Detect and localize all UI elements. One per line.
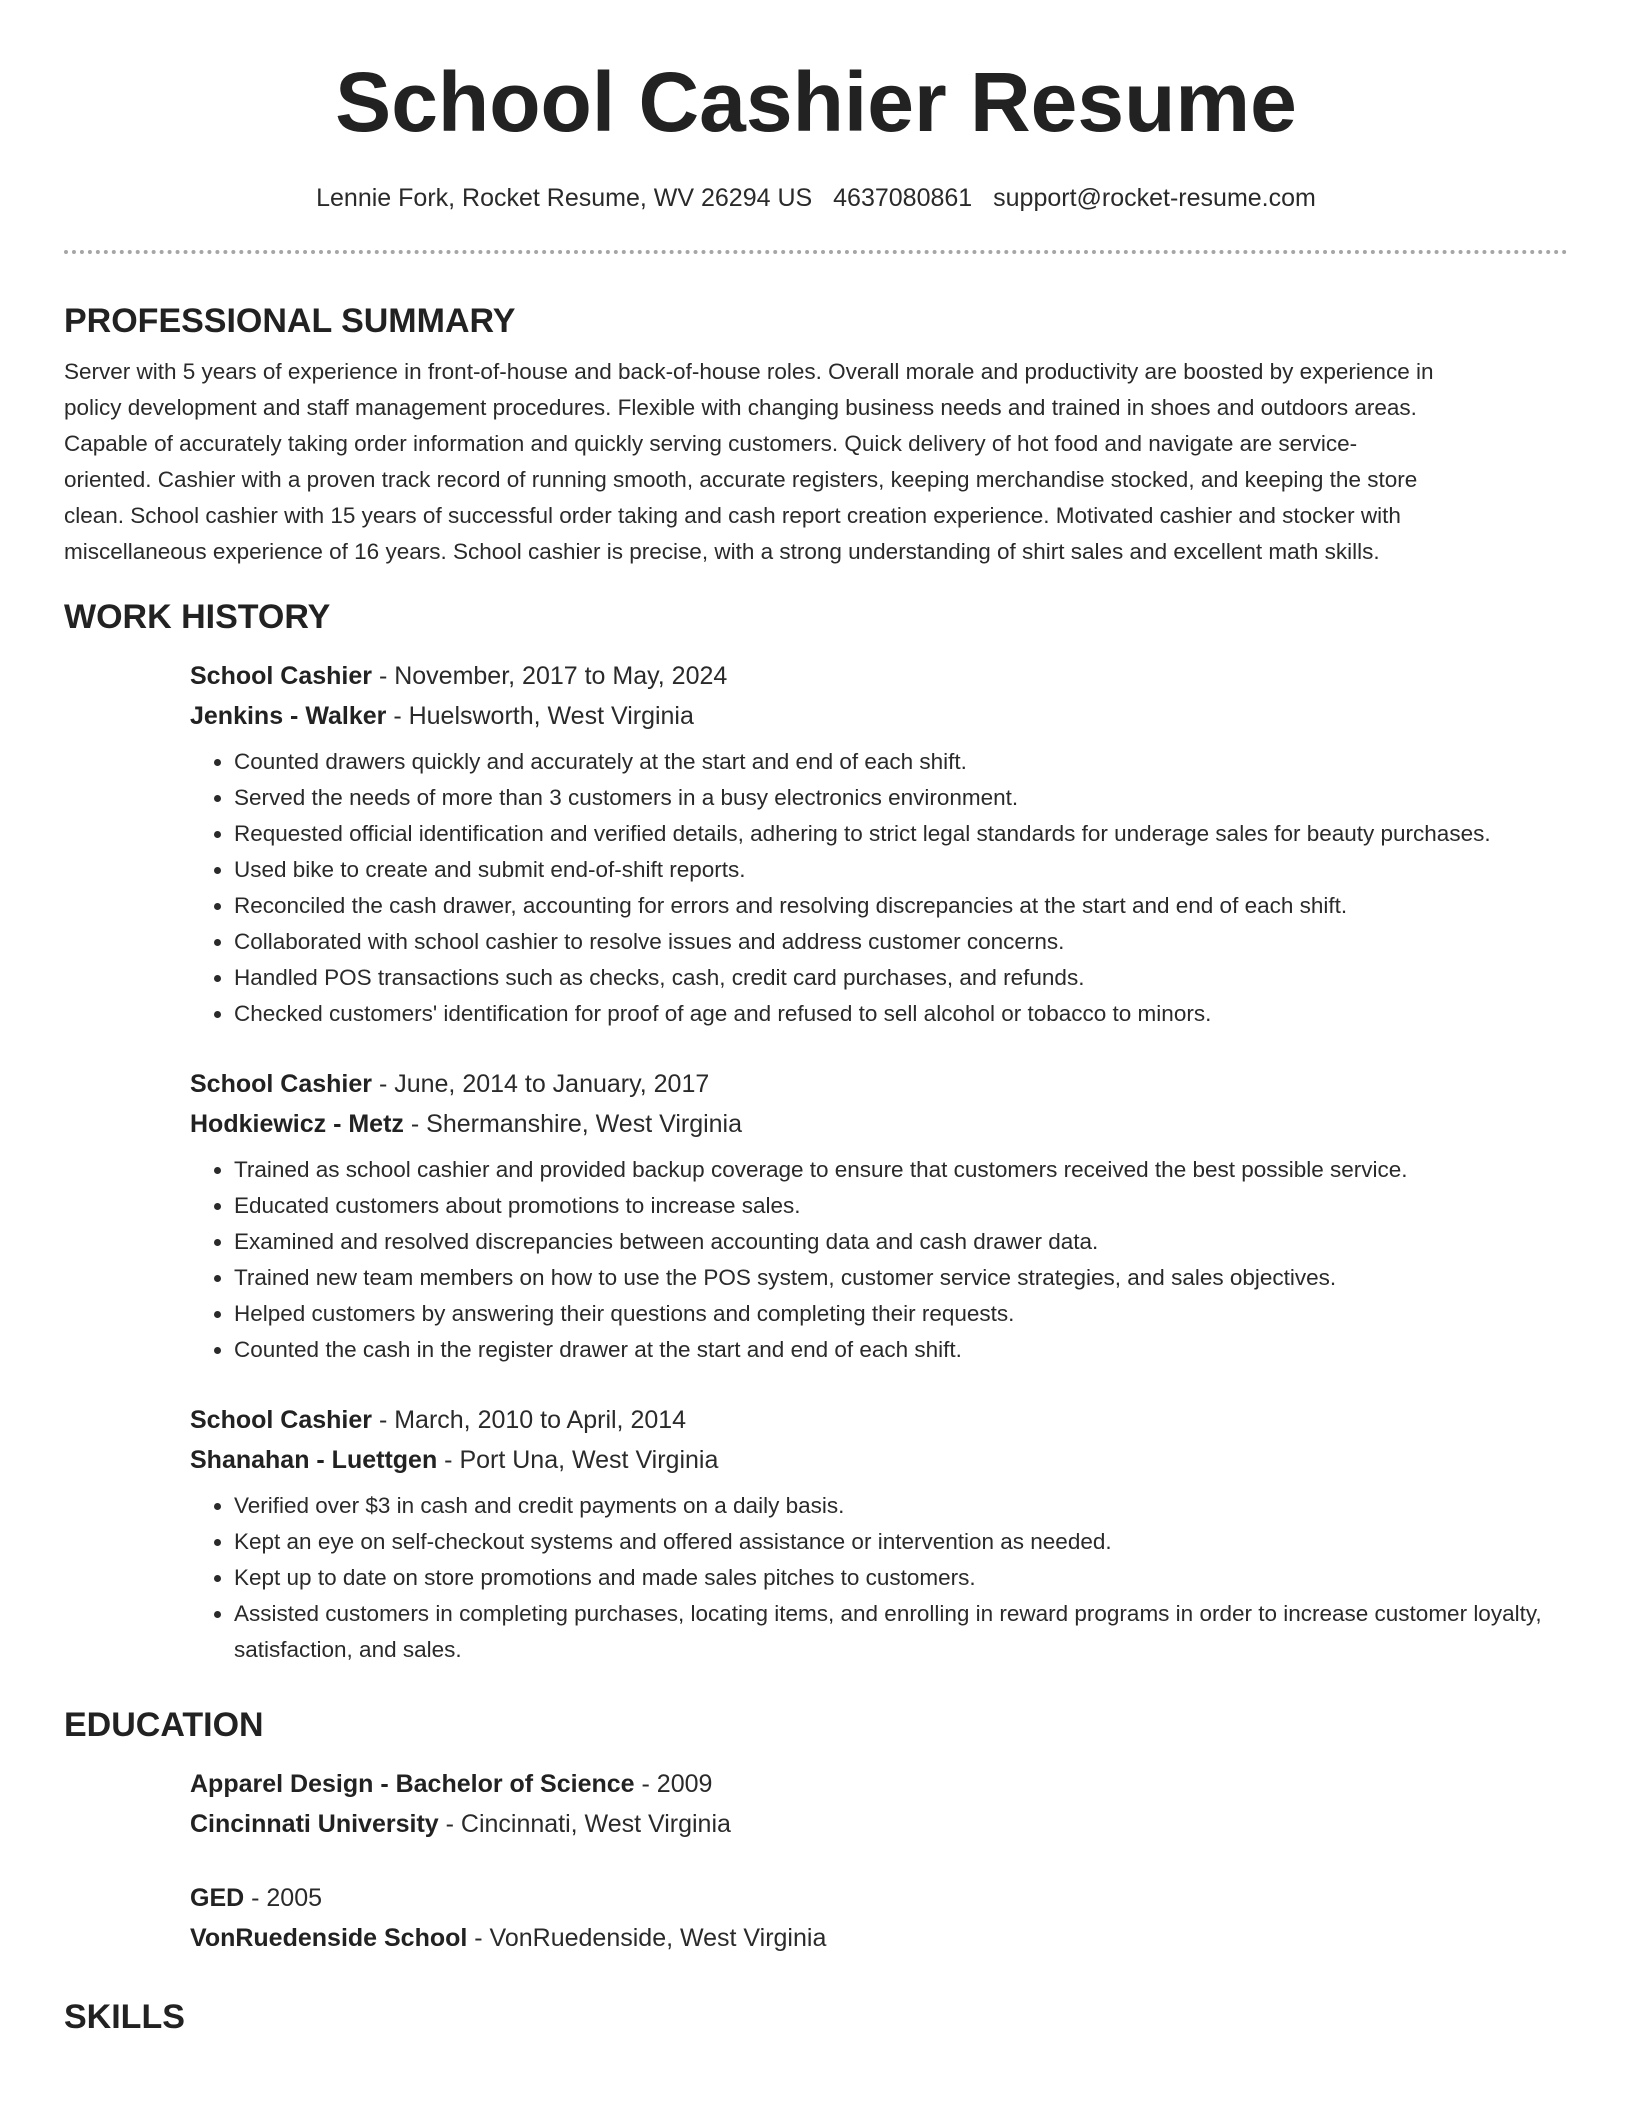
section-heading-work-history: WORK HISTORY — [64, 598, 331, 636]
job-duty: • Counted drawers quickly and accurately at the start and end of each shift. — [234, 744, 1568, 780]
job-company: Jenkins - Walker — [190, 702, 387, 730]
job-duty: • Helped customers by answering their questions and completing their requests. — [234, 1296, 1568, 1332]
job-duties-list — [190, 1488, 1568, 1668]
education-year: - 2005 — [244, 1884, 323, 1912]
education-year: - 2009 — [634, 1770, 713, 1798]
job-duty: • Assisted customers in completing purchases, locating items, and enrolling in reward programs in order to increase customer loyalty, satisfaction, and sales. — [234, 1596, 1568, 1668]
job-duty: • Kept up to date on store promotions and made sales pitches to customers. — [234, 1560, 1568, 1596]
education-school-line — [190, 1804, 1568, 1844]
job-location: - Port Una, West Virginia — [437, 1446, 719, 1474]
job-entry — [190, 1064, 1568, 1368]
job-duty: • Examined and resolved discrepancies between accounting data and cash drawer data. — [234, 1224, 1568, 1260]
job-duties-list — [190, 1152, 1568, 1368]
section-heading-education: EDUCATION — [64, 1706, 264, 1744]
header-divider — [64, 250, 1568, 254]
section-heading-skills: SKILLS — [64, 1998, 185, 2036]
job-company: Hodkiewicz - Metz — [190, 1110, 404, 1138]
summary-text: Server with 5 years of experience in front-of-house and back-of-house roles. Overall morale and productivity are boosted by experience in policy development and staff management procedures. Flexible with changing business needs and trained in shoes and outdoors areas. Capable of accurately taking order information and quickly serving customers. Quick delivery of hot food and navigate are service-oriented. Cashier with a proven track record of running smooth, accurate registers, keeping merchandise stocked, and keeping the store clean. School cashier with 15 years of successful order taking and cash report creation experience. Motivated cashier and stocker with miscellaneous experience of 16 years. School cashier is precise, with a strong understanding of shirt sales and excellent math skills. — [64, 359, 1434, 564]
job-dates: - March, 2010 to April, 2014 — [372, 1406, 687, 1434]
contact-phone: 4637080861 — [833, 184, 973, 212]
education-entry — [190, 1764, 1568, 1844]
job-entry — [190, 1400, 1568, 1668]
job-title-line — [190, 656, 1568, 696]
job-duties-list — [190, 744, 1568, 1032]
job-duty: • Educated customers about promotions to increase sales. — [234, 1188, 1568, 1224]
resume-body — [64, 296, 1568, 2042]
job-location: - Huelsworth, West Virginia — [386, 702, 694, 730]
job-title: School Cashier — [190, 1406, 372, 1434]
education-degree: Apparel Design - Bachelor of Science — [190, 1770, 635, 1798]
education-degree-line — [190, 1764, 1568, 1804]
section-heading-summary: PROFESSIONAL SUMMARY — [64, 302, 516, 340]
resume-title: School Cashier Resume — [335, 55, 1297, 149]
education-location: - Cincinnati, West Virginia — [438, 1810, 731, 1838]
job-duty: • Used bike to create and submit end-of-shift reports. — [234, 852, 1568, 888]
job-company-line — [190, 696, 1568, 736]
job-company-line — [190, 1440, 1568, 1480]
contact-line — [0, 180, 1632, 216]
job-title-line — [190, 1064, 1568, 1104]
job-duty: • Kept an eye on self-checkout systems and offered assistance or intervention as needed. — [234, 1524, 1568, 1560]
education-school: Cincinnati University — [190, 1810, 439, 1838]
contact-email: support@rocket-resume.com — [993, 184, 1316, 212]
job-duty: • Trained new team members on how to use the POS system, customer service strategies, and sales objectives. — [234, 1260, 1568, 1296]
job-duty: • Reconciled the cash drawer, accounting for errors and resolving discrepancies at the start and end of each shift. — [234, 888, 1568, 924]
job-title: School Cashier — [190, 662, 372, 690]
job-duty: • Handled POS transactions such as checks, cash, credit card purchases, and refunds. — [234, 960, 1568, 996]
education-degree: GED — [190, 1884, 245, 1912]
job-entry — [190, 656, 1568, 1032]
job-company-line — [190, 1104, 1568, 1144]
job-company: Shanahan - Luettgen — [190, 1446, 438, 1474]
job-dates: - June, 2014 to January, 2017 — [372, 1070, 710, 1098]
education-degree-line — [190, 1878, 1568, 1918]
education-school: VonRuedenside School — [190, 1924, 468, 1952]
job-duty: • Collaborated with school cashier to resolve issues and address customer concerns. — [234, 924, 1568, 960]
job-duty: • Trained as school cashier and provided backup coverage to ensure that customers received the best possible service. — [234, 1152, 1568, 1188]
contact-address: Lennie Fork, Rocket Resume, WV 26294 US — [316, 184, 813, 212]
job-duty: • Served the needs of more than 3 customers in a busy electronics environment. — [234, 780, 1568, 816]
job-title: School Cashier — [190, 1070, 372, 1098]
job-duty: • Counted the cash in the register drawer at the start and end of each shift. — [234, 1332, 1568, 1368]
education-location: - VonRuedenside, West Virginia — [467, 1924, 827, 1952]
job-dates: - November, 2017 to May, 2024 — [372, 662, 728, 690]
job-location: - Shermanshire, West Virginia — [403, 1110, 743, 1138]
education-entry — [190, 1878, 1568, 1958]
job-duty: • Checked customers' identification for proof of age and refused to sell alcohol or tobacco to minors. — [234, 996, 1568, 1032]
job-title-line — [190, 1400, 1568, 1440]
education-school-line — [190, 1918, 1568, 1958]
job-duty: • Verified over $3 in cash and credit payments on a daily basis. — [234, 1488, 1568, 1524]
job-duty: • Requested official identification and verified details, adhering to strict legal standards for underage sales for beauty purchases. — [234, 816, 1568, 852]
